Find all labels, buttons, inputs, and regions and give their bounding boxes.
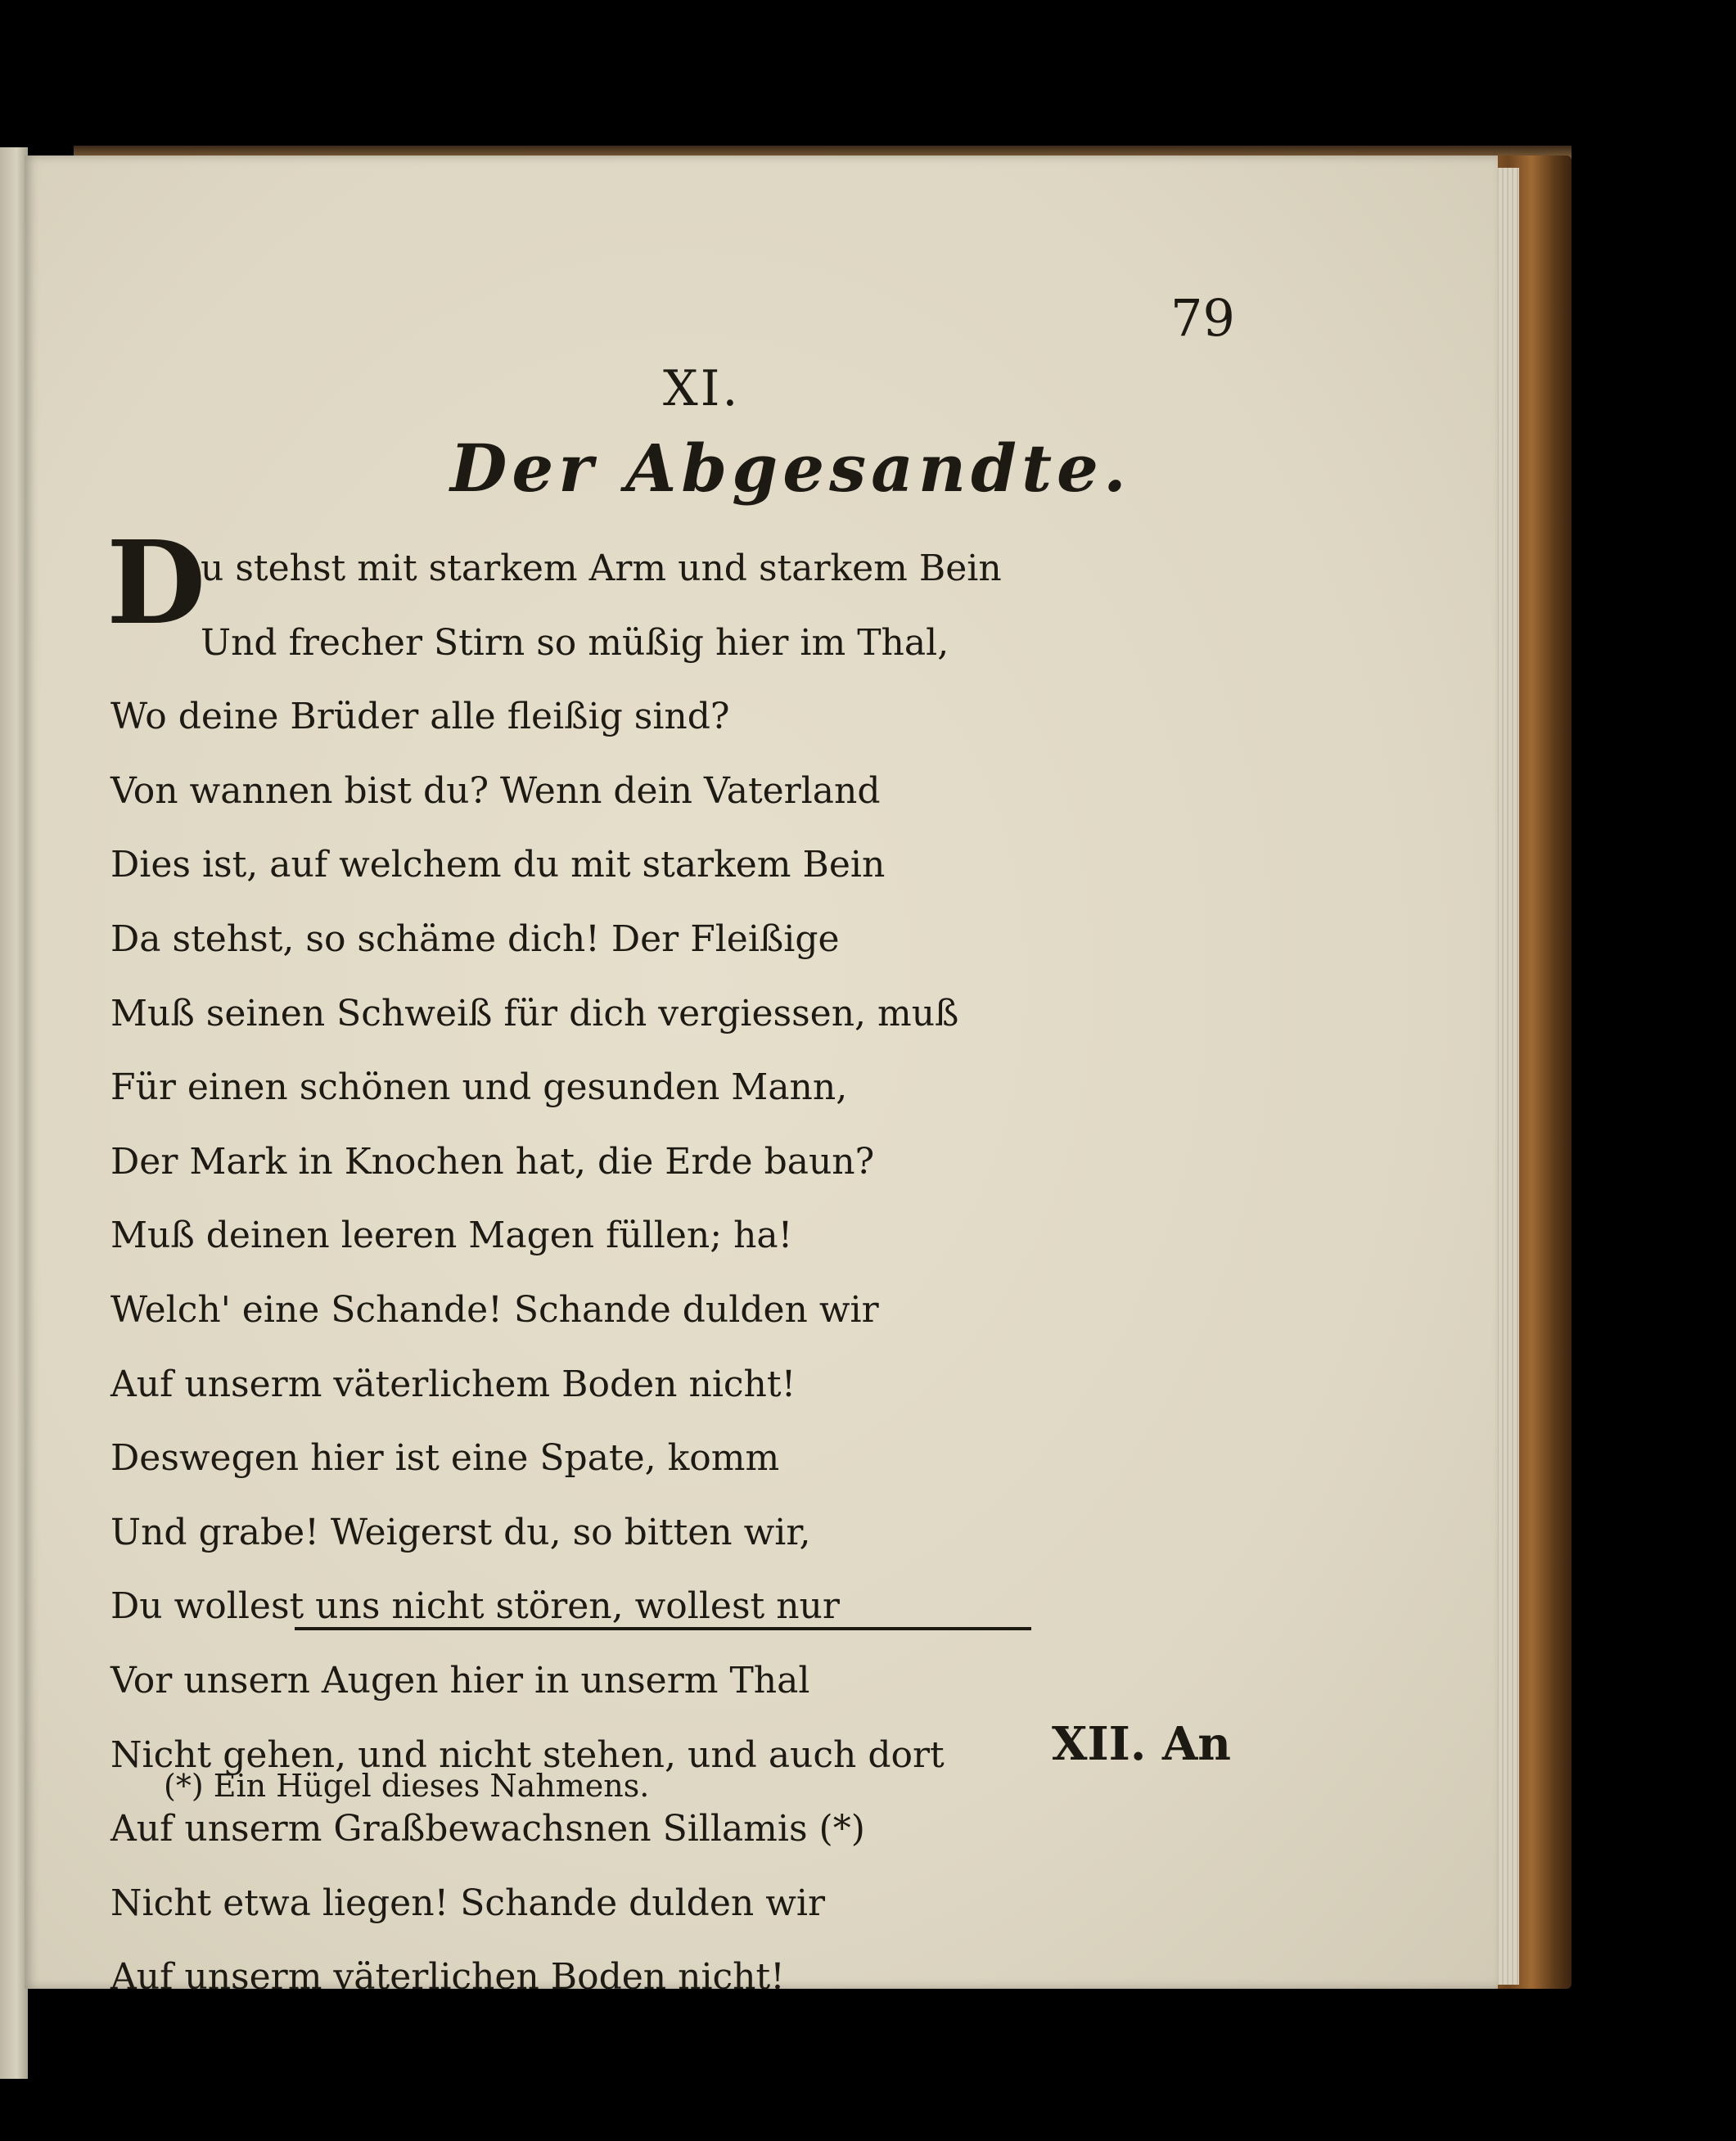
poem-line: Dies ist, auf welchem du mit starkem Bein	[110, 844, 886, 886]
poem-line: Vor unsern Augen hier in unserm Thal	[110, 1659, 810, 1702]
poem-line: Muß seinen Schweiß für dich vergiessen, muß	[110, 992, 959, 1034]
poem-line: Du wollest uns nicht stören, wollest nur	[110, 1585, 840, 1628]
poem-line: Wo deine Brüder alle fleißig sind?	[110, 696, 730, 738]
previous-page-edge	[0, 147, 28, 2079]
poem-line: Da stehst, so schäme dich! Der Fleißige	[110, 917, 840, 960]
poem-line: Und grabe! Weigerst du, so bitten wir,	[110, 1511, 811, 1553]
footnote: (*) Ein Hügel dieses Nahmens.	[164, 1768, 650, 1804]
poem-line: Der Mark in Knochen hat, die Erde baun?	[110, 1140, 875, 1183]
drop-cap: D	[106, 516, 206, 651]
poem-line: Auf unserm väterlichem Boden nicht!	[110, 1363, 796, 1405]
poem-line: Und frecher Stirn so müßig hier im Thal,	[201, 621, 949, 664]
poem-line: Nicht gehen, und nicht stehen, und auch dort	[110, 1733, 945, 1776]
page-number: 79	[1170, 288, 1235, 348]
poem-line: Auf unserm Graßbewachsnen Sillamis (*)	[110, 1808, 865, 1850]
poem-line: u stehst mit starkem Arm und starkem Bein	[201, 548, 1002, 589]
poem-line: Von wannen bist du? Wenn dein Vaterland	[110, 769, 881, 812]
poem-line: Deswegen hier ist eine Spate, komm	[110, 1437, 780, 1480]
poem-title: Der Abgesandte.	[450, 430, 1131, 507]
poem-line: Muß deinen leeren Magen füllen; ha!	[110, 1215, 793, 1257]
poem-line: Für einen schönen und gesunden Mann,	[110, 1066, 848, 1109]
book-page	[25, 156, 1498, 1999]
horizontal-rule	[295, 1627, 1031, 1630]
section-number: XI.	[663, 360, 741, 417]
catchword: XII. An	[1052, 1717, 1231, 1771]
poem-line: Nicht etwa liegen! Schande dulden wir	[110, 1882, 825, 1924]
poem-line: Auf unserm väterlichen Boden nicht!	[110, 1956, 785, 1999]
poem-line: Welch' eine Schande! Schande dulden wir	[110, 1288, 879, 1331]
